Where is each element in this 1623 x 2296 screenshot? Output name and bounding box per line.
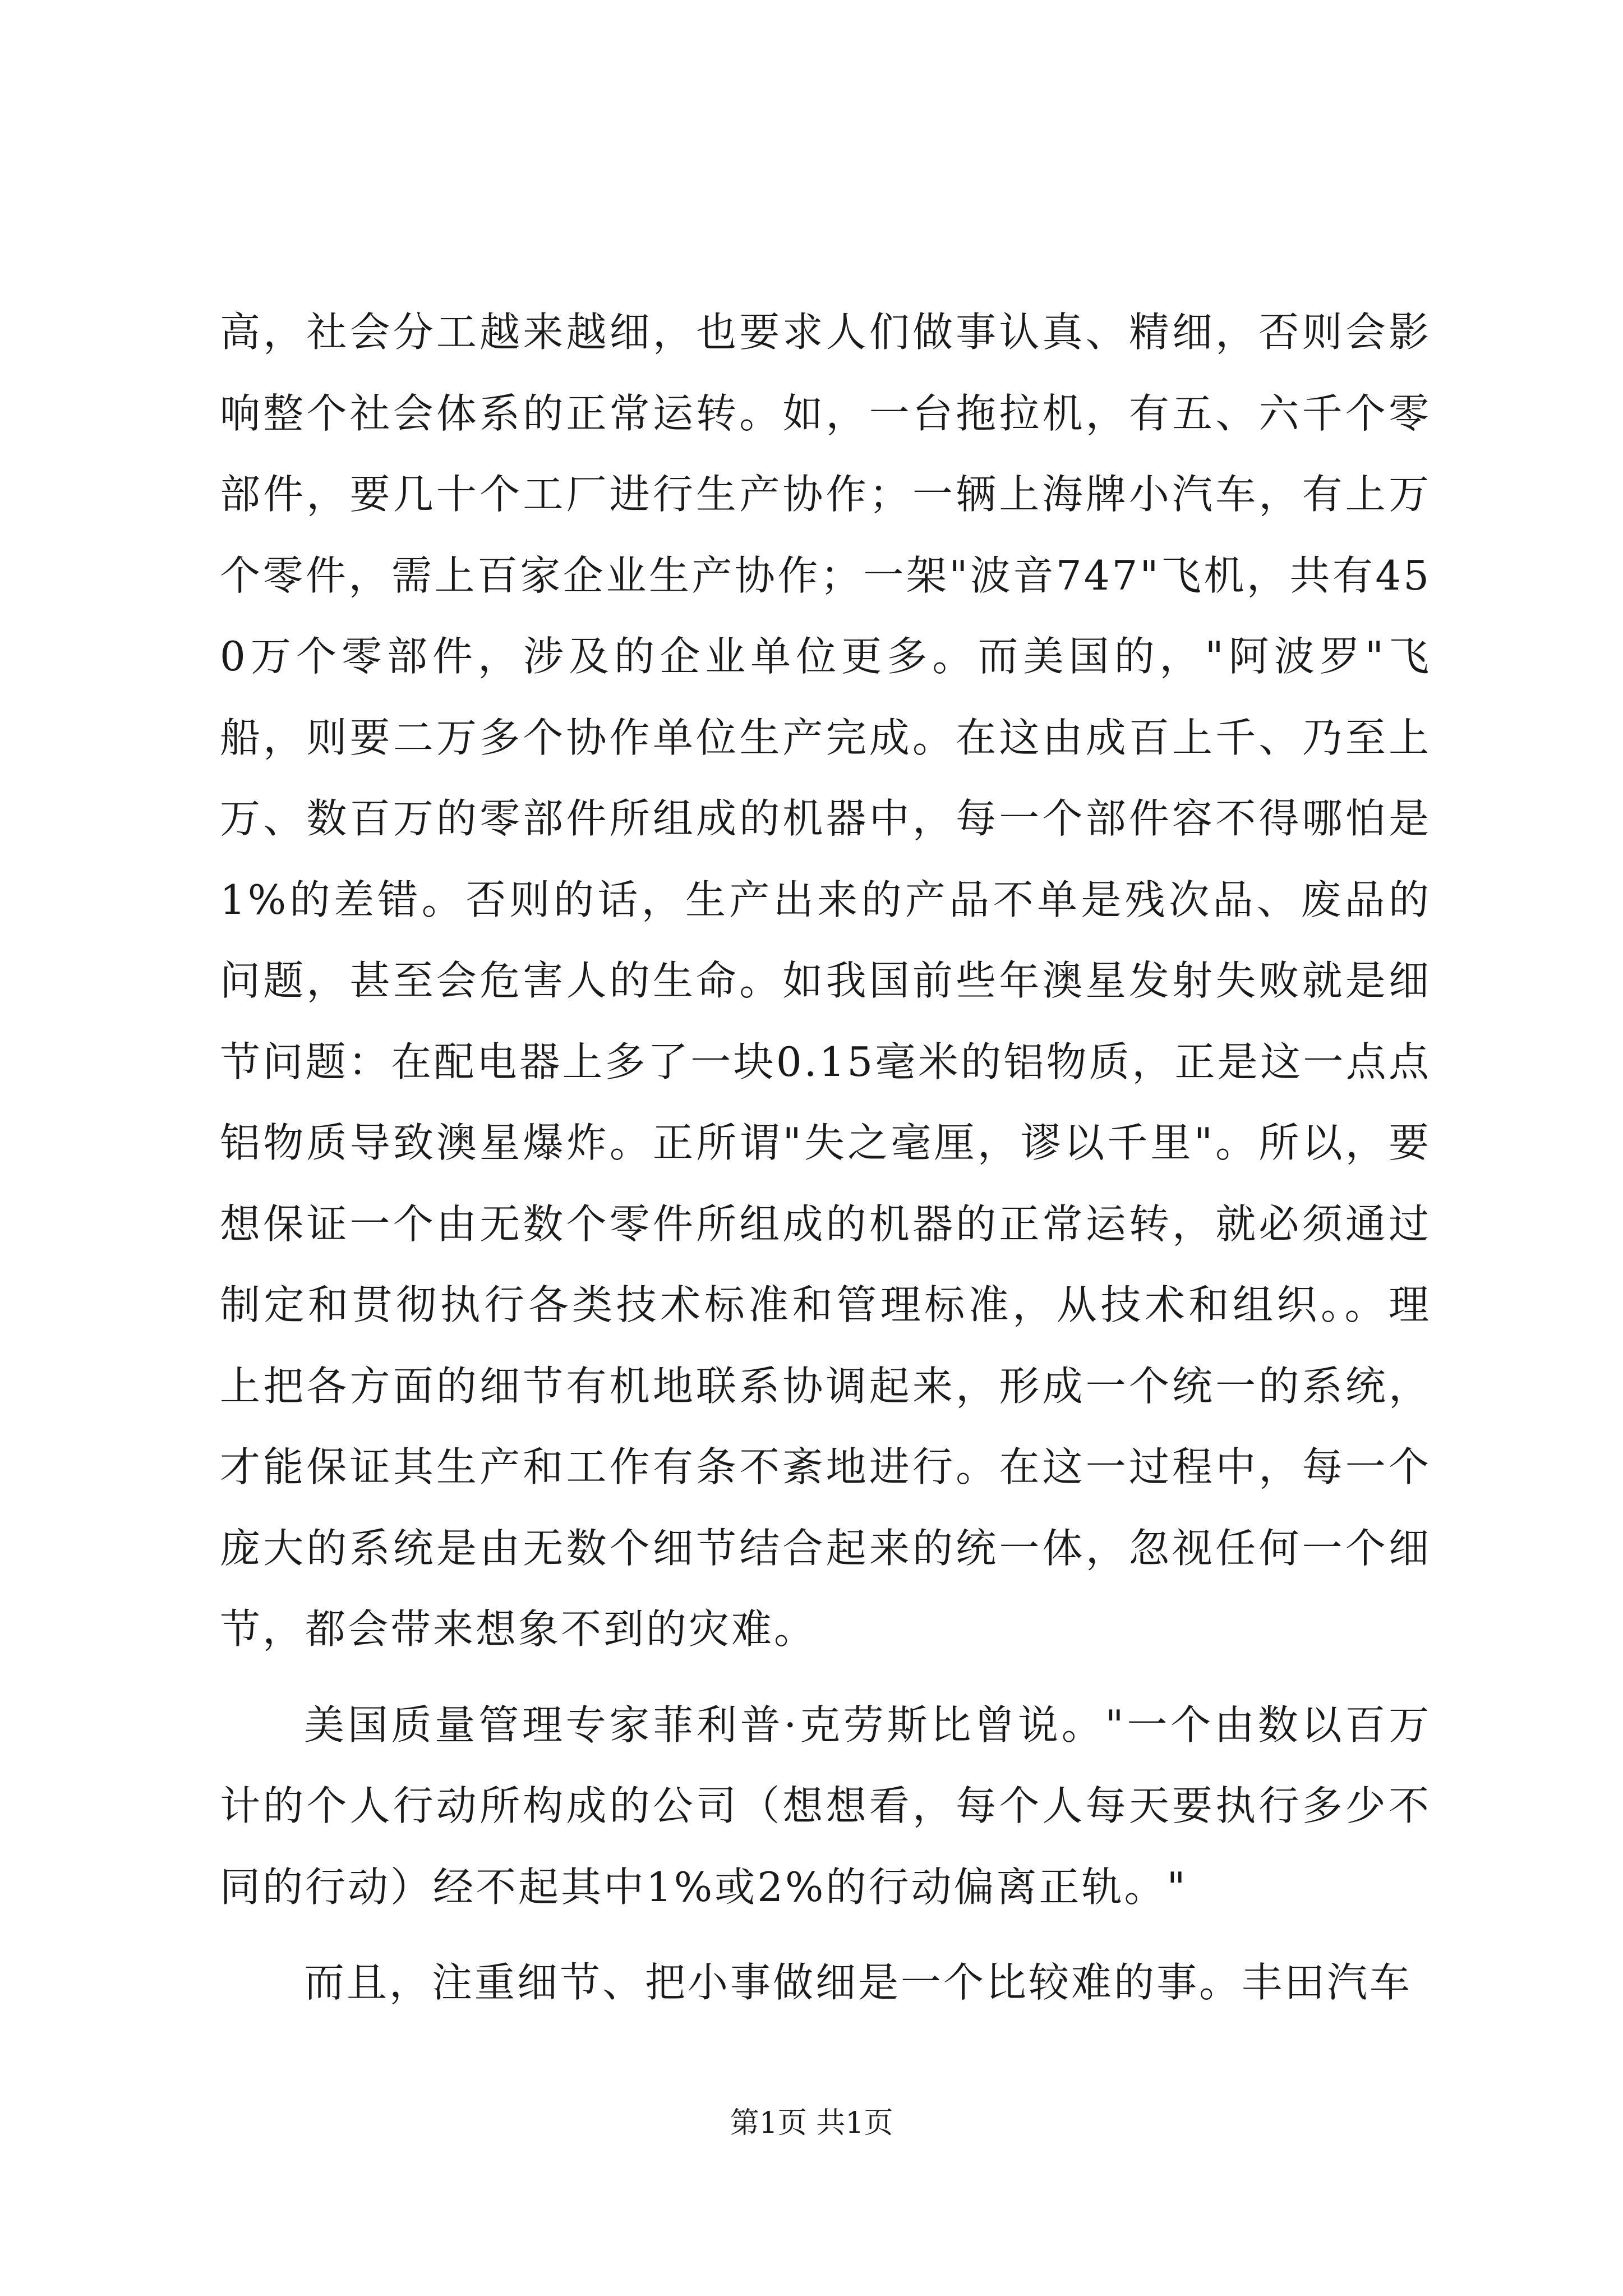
document-body <box>220 292 1431 2023</box>
page-footer: 第1页 共1页 <box>730 2106 893 2140</box>
paragraph-crosby-quote: 美国质量管理专家菲利普·克劳斯比曾说。"一个由数以百万计的个人行动所构成的公司（想想看，每个人每天要执行多少不同的行动）经不起其中1%或2%的行动偏离正轨。" <box>220 1701 1431 1911</box>
paragraph-continuation: 高，社会分工越来越细，也要求人们做事认真、精细，否则会影响整个社会体系的正常运转。如，一台拖拉机，有五、六千个零部件，要几十个工厂进行生产协作；一辆上海牌小汽车，有上万个零件，需上百家企业生产协作；一架"波音747"飞机，共有450万个零部件，涉及的企业单位更多。而美国的，"阿波罗"飞船，则要二万多个协作单位生产完成。在这由成百上千、乃至上万、数百万的零部件所组成的机器中，每一个部件容不得哪怕是1%的差错。否则的话，生产出来的产品不单是残次品、废品的问题，甚至会危害人的生命。如我国前些年澳星发射失败就是细节问题：在配电器上多了一块0.15毫米的铝物质，正是这一点点铝物质导致澳星爆炸。正所谓"失之毫厘，谬以千里"。所以，要想保证一个由无数个零件所组成的机器的正常运转，就必须通过制定和贯彻执行各类技术标准和管理标准，从技术和组织。。理上把各方面的细节有机地联系协调起来，形成一个统一的系统，才能保证其生产和工作有条不紊地进行。在这一过程中，每一个庞大的系统是由无数个细节结合起来的统一体，忽视任何一个细节，都会带来想象不到的灾难。 <box>220 309 1431 1653</box>
paragraph-details-difficulty: 而且，注重细节、把小事做细是一个比较难的事。丰田汽车 <box>304 1959 1413 2006</box>
